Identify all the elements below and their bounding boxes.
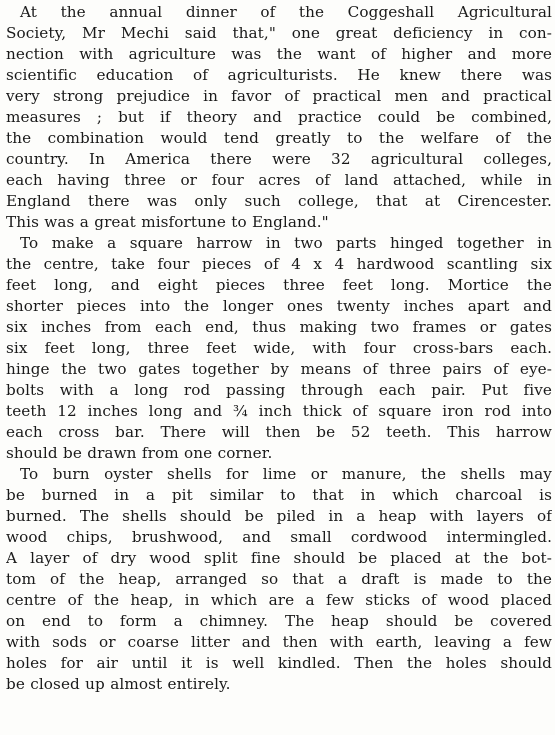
text-line: To make a square harrow in two parts hinged together in [20, 234, 552, 252]
text-line: wood chips, brushwood, and small cordwood intermingled. [6, 528, 552, 546]
text-line: Society, Mr Mechi said that," one great deficiency in con- [6, 24, 552, 42]
text-line: very strong prejudice in favor of practical men and practical [6, 87, 552, 105]
text-line: with sods or coarse litter and then with earth, leaving a few [6, 633, 552, 651]
text-line: measures ; but if theory and practice could be combined, [6, 108, 552, 126]
text-line: tom of the heap, arranged so that a draft is made to the [6, 570, 552, 588]
text-line: England there was only such college, that at Cirencester. [6, 192, 552, 210]
text-line: feet long, and eight pieces three feet long. Mortice the [6, 276, 552, 294]
text-line: hinge the two gates together by means of three pairs of eye- [6, 360, 552, 378]
text-line: A layer of dry wood split fine should be placed at the bot- [6, 549, 552, 567]
text-line: the centre, take four pieces of 4 x 4 hardwood scantling six [6, 255, 552, 273]
text-line: should be drawn from one corner. [6, 444, 273, 462]
text-line: shorter pieces into the longer ones twenty inches apart and [6, 297, 552, 315]
text-line: nection with agriculture was the want of higher and more [6, 45, 552, 63]
text-line: be burned in a pit similar to that in which charcoal is [6, 486, 552, 504]
text-line: This was a great misfortune to England." [6, 213, 329, 231]
paragraph-mechi-speech [6, 2, 552, 233]
text-line: holes for air until it is well kindled. Then the holes should [6, 654, 552, 672]
text-line: To burn oyster shells for lime or manure, the shells may [20, 465, 552, 483]
paragraph-square-harrow [6, 233, 552, 464]
article-column [6, 2, 552, 695]
paragraph-oyster-shells [6, 464, 552, 695]
text-line: each cross bar. There will then be 52 teeth. This harrow [6, 423, 552, 441]
text-line: the combination would tend greatly to the welfare of the [6, 129, 552, 147]
text-line: six inches from each end, thus making two frames or gates [6, 318, 552, 336]
text-line: be closed up almost entirely. [6, 675, 231, 693]
text-line: on end to form a chimney. The heap should be covered [6, 612, 552, 630]
text-line: teeth 12 inches long and ¾ inch thick of square iron rod into [6, 402, 552, 420]
text-line: At the annual dinner of the Coggeshall Agricultural [20, 3, 552, 21]
text-line: centre of the heap, in which are a few sticks of wood placed [6, 591, 552, 609]
text-line: country. In America there were 32 agricultural colleges, [6, 150, 552, 168]
text-line: burned. The shells should be piled in a heap with layers of [6, 507, 552, 525]
text-line: six feet long, three feet wide, with four cross-bars each. [6, 339, 552, 357]
text-line: bolts with a long rod passing through each pair. Put five [6, 381, 552, 399]
text-line: scientific education of agriculturists. He knew there was [6, 66, 552, 84]
text-line: each having three or four acres of land attached, while in [6, 171, 552, 189]
